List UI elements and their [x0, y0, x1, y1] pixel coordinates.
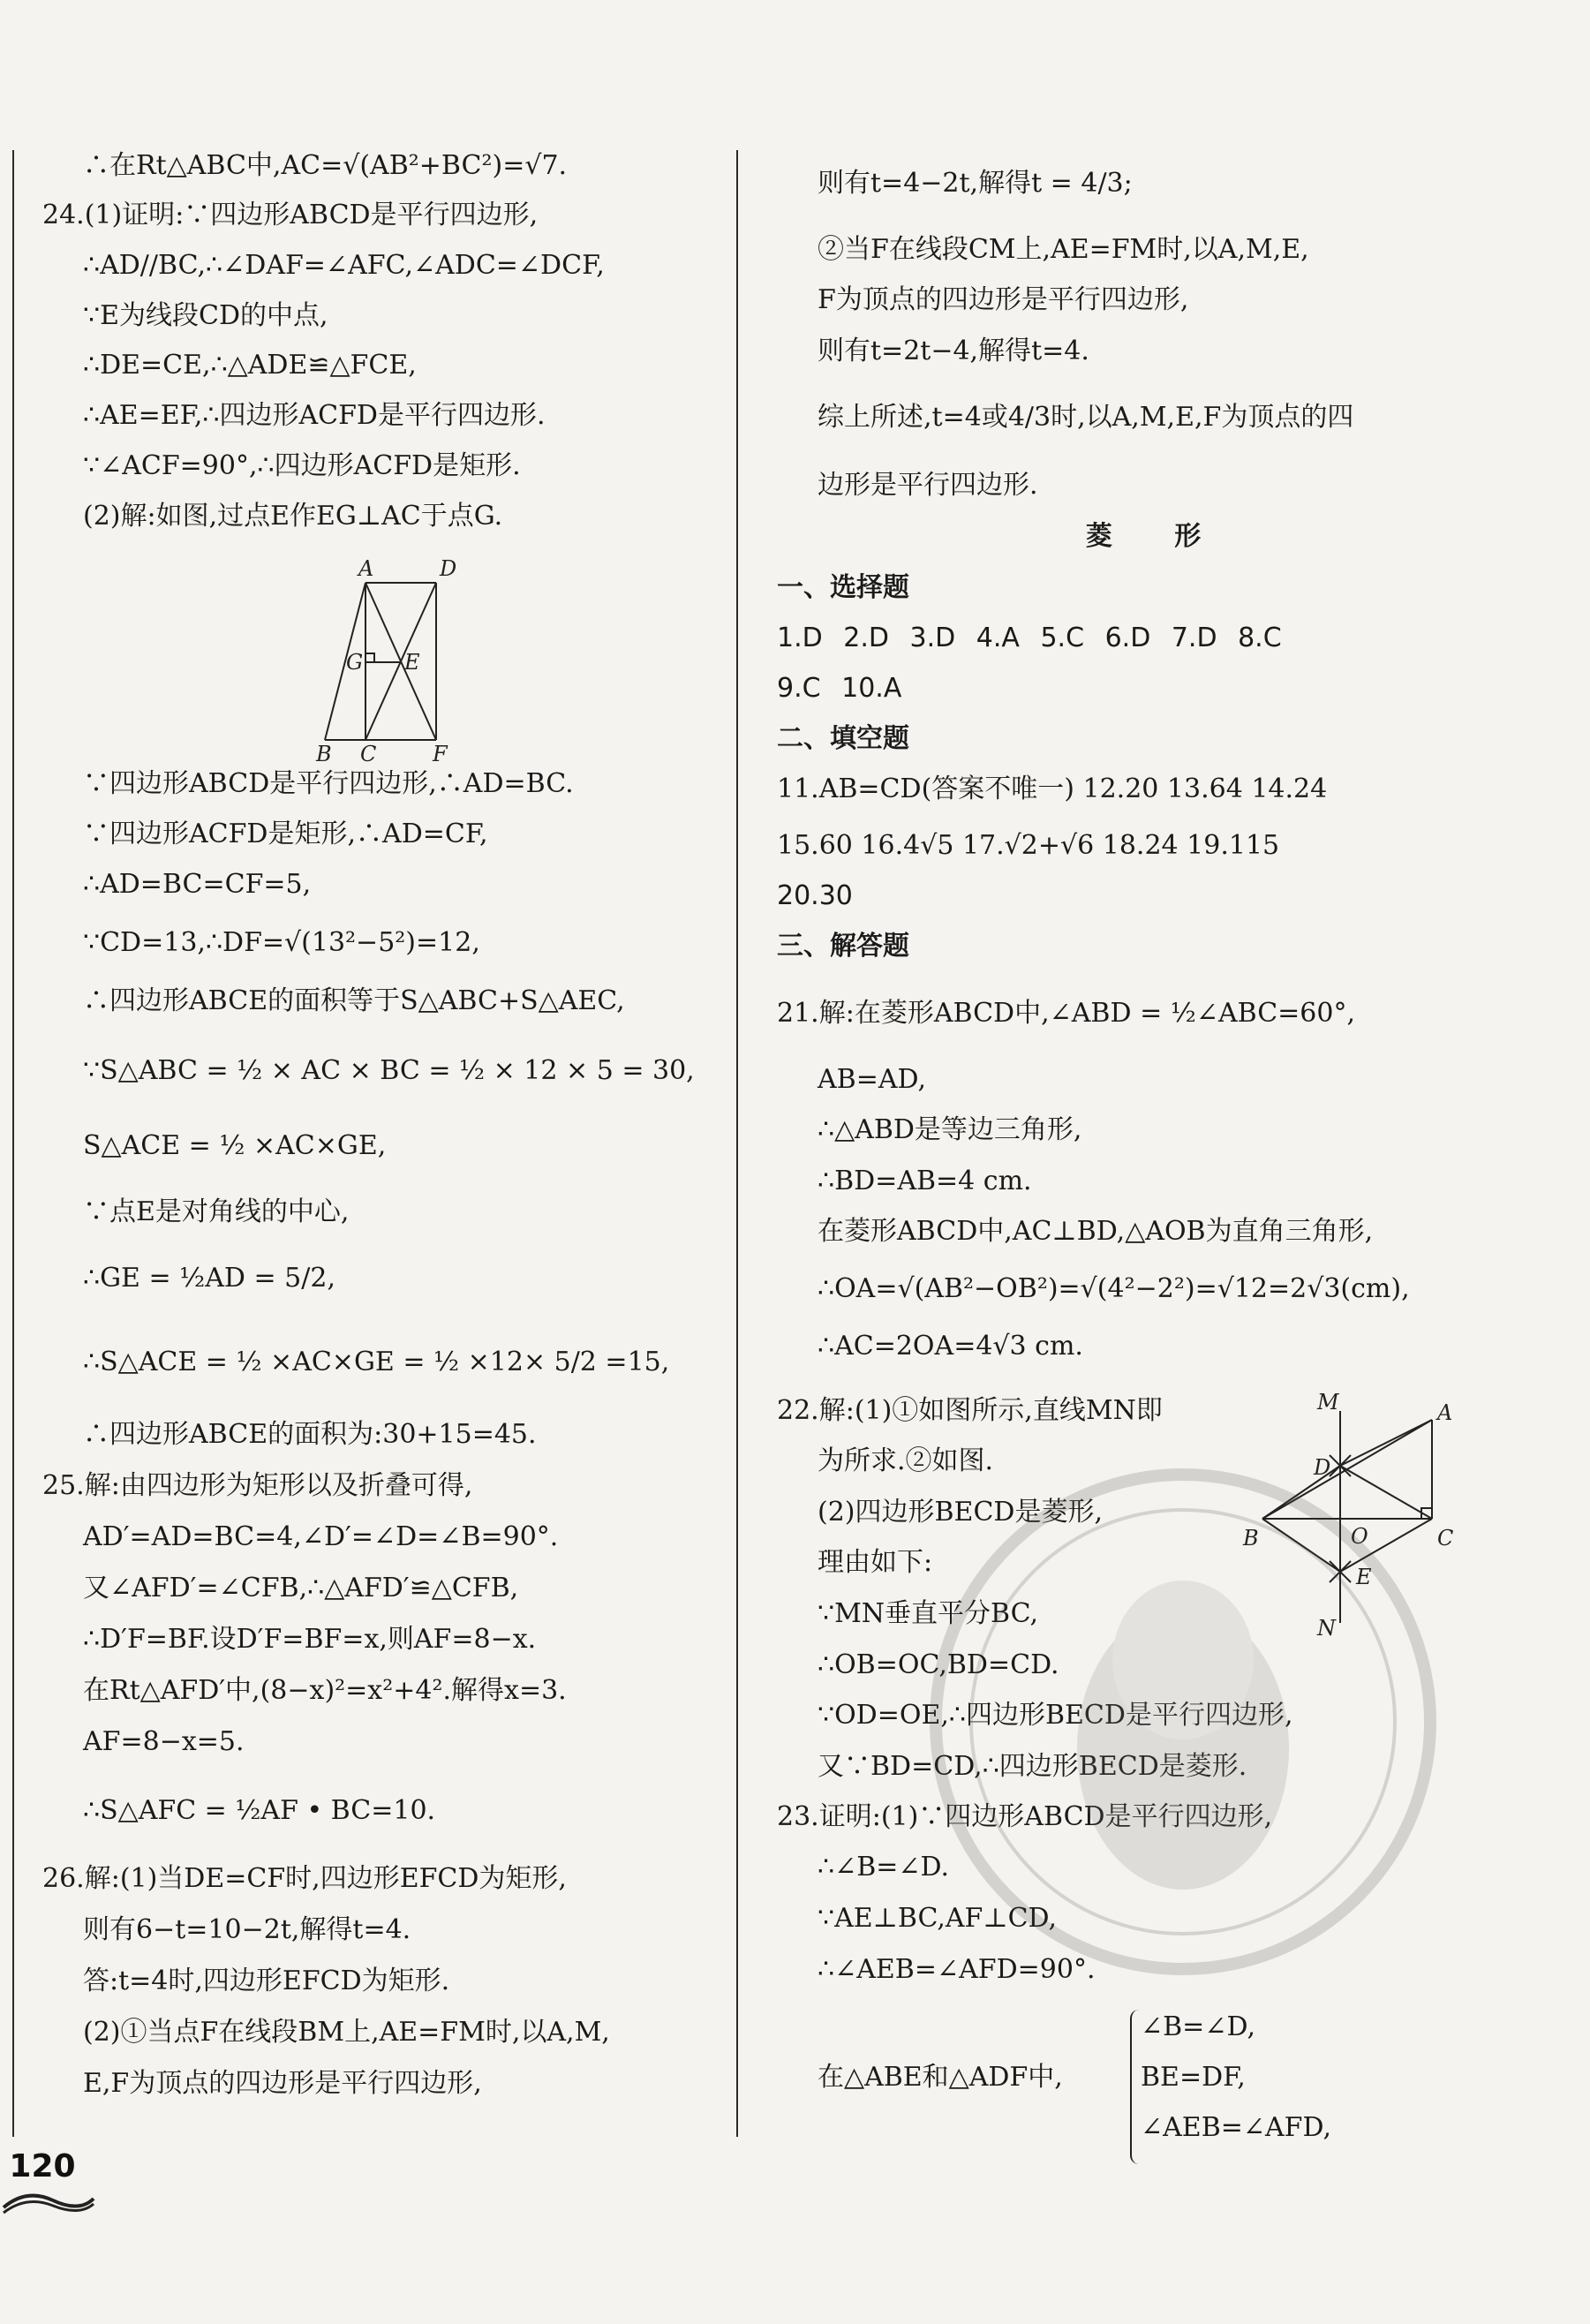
text-line: 综上所述,t=4或4/3时,以A,M,E,F为顶点的四 [818, 402, 1354, 433]
figure-rectangle-abcd [307, 555, 519, 762]
q23-line: ∴∠AEB=∠AFD=90°. [818, 1954, 1096, 1985]
text-line: ∴AD=BC=CF=5, [83, 869, 312, 900]
brace-line: ∠AEB=∠AFD, [1141, 2112, 1332, 2143]
label-B: B [1243, 1526, 1259, 1551]
choice-answers-2: 9.C 10.A [777, 673, 902, 704]
q22-line: 22.解:(1)①如图所示,直线MN即 [777, 1395, 1163, 1426]
text-line: ∵∠ACF=90°,∴四边形ACFD是矩形. [83, 450, 521, 481]
text-line: 在Rt△AFD′中,(8−x)²=x²+4².解得x=3. [83, 1675, 567, 1706]
q23-line: ∴∠B=∠D. [818, 1852, 950, 1883]
text-line: 又∠AFD′=∠CFB,∴△AFD′≌△CFB, [83, 1573, 519, 1603]
label-E: E [404, 650, 420, 675]
text-line: AF=8−x=5. [83, 1726, 245, 1757]
q21-line: ∴OA=√(AB²−OB²)=√(4²−2²)=√12=2√3(cm), [818, 1273, 1410, 1304]
text-line: S△ACE = ½ ×AC×GE, [83, 1130, 387, 1161]
q22-line: 又∵BD=CD,∴四边形BECD是菱形. [818, 1751, 1247, 1782]
choice-answers-1: 1.D 2.D 3.D 4.A 5.C 6.D 7.D 8.C [777, 622, 1282, 653]
text-line: ∵CD=13,∴DF=√(13²−5²)=12, [83, 927, 480, 958]
text-line: ∴S△AFC = ½AF • BC=10. [83, 1795, 436, 1826]
label-G: G [346, 650, 364, 675]
q22-line: (2)四边形BECD是菱形, [818, 1497, 1103, 1528]
q22-line: 理由如下: [818, 1547, 933, 1578]
text-line: F为顶点的四边形是平行四边形, [818, 284, 1189, 315]
heading-solve: 三、解答题 [777, 931, 909, 962]
q23-line: 23.证明:(1)∵四边形ABCD是平行四边形, [777, 1801, 1273, 1832]
text-line: (2)解:如图,过点E作EG⊥AC于点G. [83, 501, 503, 532]
text-line: ∴四边形ABCE的面积等于S△ABC+S△AEC, [83, 985, 625, 1016]
label-A: A [358, 556, 374, 581]
text-line: ②当F在线段CM上,AE=FM时,以A,M,E, [818, 234, 1309, 265]
text-line: ∵S△ABC = ½ × AC × BC = ½ × 12 × 5 = 30, [83, 1055, 695, 1086]
label-B: B [316, 742, 332, 762]
text-line: ∵四边形ACFD是矩形,∴AD=CF, [83, 819, 488, 849]
label-D: D [1314, 1455, 1331, 1480]
text-line: 则有t=2t−4,解得t=4. [818, 336, 1089, 366]
section-title: 菱 形 [1085, 521, 1228, 552]
text-line: ∴D′F=BF.设D′F=BF=x,则AF=8−x. [83, 1624, 537, 1655]
fill-answers-1: 11.AB=CD(答案不唯一) 12.20 13.64 14.24 [777, 773, 1328, 804]
text-line: 25.解:由四边形为矩形以及折叠可得, [42, 1470, 473, 1501]
text-line: ∴S△ACE = ½ ×AC×GE = ½ ×12× 5/2 =15, [83, 1347, 670, 1377]
q22-line: ∵MN垂直平分BC, [818, 1598, 1039, 1629]
label-A: A [1437, 1400, 1453, 1425]
q23-line: 在△ABE和△ADF中, [818, 2062, 1063, 2093]
label-N: N [1317, 1616, 1336, 1641]
column-divider [736, 150, 738, 2137]
text-line: ∴在Rt△ABC中,AC=√(AB²+BC²)=√7. [83, 150, 568, 181]
label-M: M [1317, 1390, 1339, 1415]
text-line: 答:t=4时,四边形EFCD为矩形. [83, 1966, 450, 1996]
text-line: 则有6−t=10−2t,解得t=4. [83, 1914, 411, 1945]
page-number-swoosh [0, 2181, 97, 2216]
label-O: O [1351, 1524, 1368, 1549]
text-line: 边形是平行四边形. [818, 470, 1038, 501]
brace-line: BE=DF, [1141, 2062, 1246, 2093]
label-E: E [1356, 1565, 1372, 1589]
text-line: ∴AE=EF,∴四边形ACFD是平行四边形. [83, 400, 546, 431]
brace-line: ∠B=∠D, [1141, 2011, 1255, 2042]
label-C: C [1437, 1526, 1454, 1551]
text-line: ∴DE=CE,∴△ADE≌△FCE, [83, 350, 417, 381]
q22-line: ∴OB=OC,BD=CD. [818, 1649, 1059, 1680]
heading-fill: 二、填空题 [777, 723, 909, 754]
q21-line: AB=AD, [818, 1064, 927, 1095]
q22-line: 为所求.②如图. [818, 1445, 994, 1476]
left-rule [12, 150, 14, 2137]
heading-choice: 一、选择题 [777, 572, 909, 603]
fill-answers-3: 20.30 [777, 880, 853, 911]
text-line: ∴四边形ABCE的面积为:30+15=45. [83, 1419, 537, 1450]
q21-line: ∴△ABD是等边三角形, [818, 1114, 1082, 1145]
text-line: ∵四边形ABCD是平行四边形,∴AD=BC. [83, 768, 574, 799]
page-number: 120 [9, 2147, 76, 2184]
q21-line: 21.解:在菱形ABCD中,∠ABD = ½∠ABC=60°, [777, 998, 1356, 1029]
label-D: D [440, 556, 457, 581]
text-line: 则有t=4−2t,解得t = 4/3; [818, 168, 1133, 199]
text-line: AD′=AD=BC=4,∠D′=∠D=∠B=90°. [83, 1521, 559, 1552]
q22-line: ∵OD=OE,∴四边形BECD是平行四边形, [818, 1700, 1293, 1731]
seal-watermark [918, 1457, 1448, 1987]
text-line: ∴AD//BC,∴∠DAF=∠AFC,∠ADC=∠DCF, [83, 250, 605, 281]
text-line: 24.(1)证明:∵四边形ABCD是平行四边形, [42, 200, 539, 230]
label-F: F [433, 742, 448, 762]
text-line: 26.解:(1)当DE=CF时,四边形EFCD为矩形, [42, 1863, 567, 1894]
text-line: ∴GE = ½AD = 5/2, [83, 1263, 335, 1294]
q21-line: ∴AC=2OA=4√3 cm. [818, 1331, 1083, 1362]
fill-answers-2: 15.60 16.4√5 17.√2+√6 18.24 19.115 [777, 830, 1280, 861]
text-line: ∵E为线段CD的中点, [83, 300, 328, 331]
label-C: C [360, 742, 377, 762]
text-line: ∵点E是对角线的中心, [83, 1196, 350, 1227]
q21-line: ∴BD=AB=4 cm. [818, 1166, 1032, 1196]
q21-line: 在菱形ABCD中,AC⊥BD,△AOB为直角三角形, [818, 1216, 1374, 1247]
text-line: E,F为顶点的四边形是平行四边形, [83, 2068, 482, 2099]
q23-line: ∵AE⊥BC,AF⊥CD, [818, 1903, 1058, 1934]
text-line: (2)①当点F在线段BM上,AE=FM时,以A,M, [83, 2017, 610, 2048]
